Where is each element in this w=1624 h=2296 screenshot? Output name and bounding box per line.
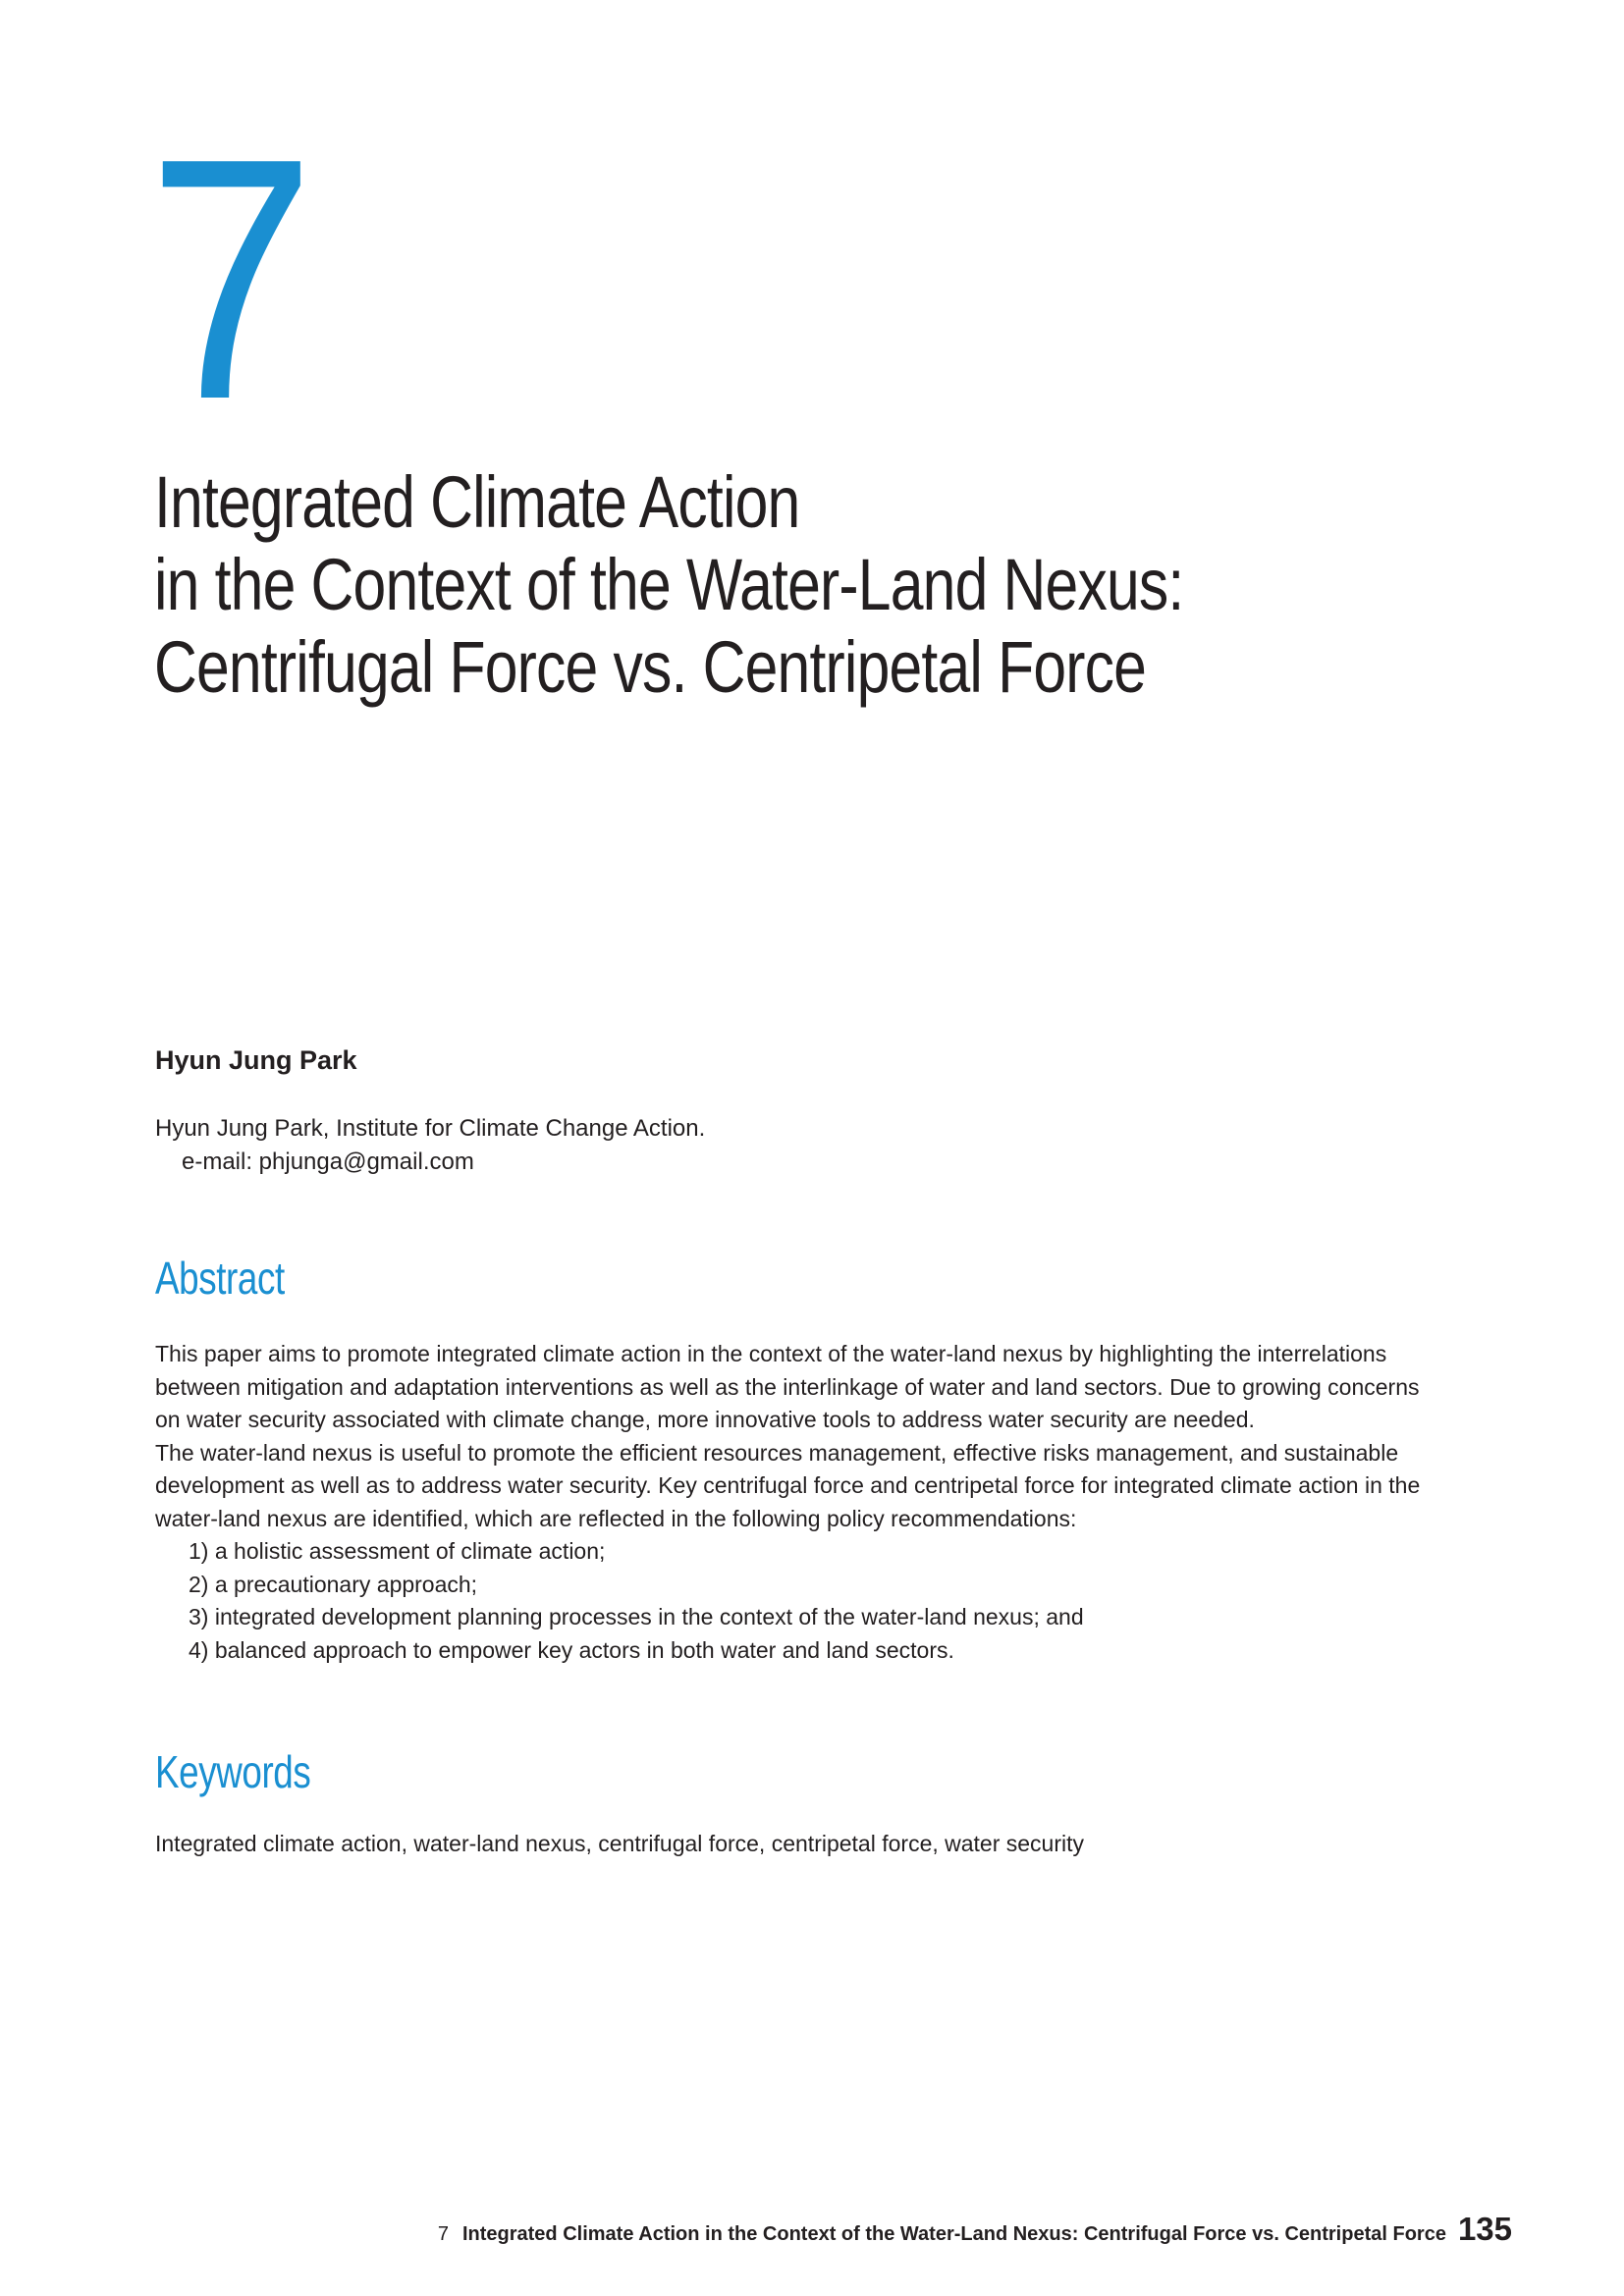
recommendation-item: 3) integrated development planning processes in the context of the water-land nexus; and xyxy=(189,1604,1084,1629)
footer-running-title: Integrated Climate Action in the Context of the Water-Land Nexus: Centrifugal Force vs. Centripetal Force xyxy=(461,2223,1446,2245)
footer-chapter-number: 7 xyxy=(437,2223,449,2245)
chapter-title-line: Centrifugal Force vs. Centripetal Force xyxy=(154,626,1147,708)
abstract-line: This paper aims to promote integrated climate action in the context of the water-land nexus by highlighting the interrelations xyxy=(155,1341,1387,1366)
chapter-title xyxy=(154,461,1201,709)
abstract-line: water-land nexus are identified, which are reflected in the following policy recommendations: xyxy=(155,1505,1077,1531)
abstract-line: on water security associated with climate change, more innovative tools to address water security are needed. xyxy=(155,1407,1255,1432)
page-number: 135 xyxy=(1457,2211,1512,2247)
chapter-title-line: Integrated Climate Action xyxy=(154,461,800,543)
abstract-line: The water-land nexus is useful to promote the efficient resources management, effective risks management, and sustainable xyxy=(155,1439,1399,1466)
keywords-heading: Keywords xyxy=(155,1746,311,1797)
recommendation-item: 2) a precautionary approach; xyxy=(189,1571,478,1597)
abstract-body xyxy=(155,1338,1510,1667)
keywords-text: Integrated climate action, water-land nexus, centrifugal force, centripetal force, water security xyxy=(155,1831,1085,1856)
author-affiliation-block xyxy=(155,1112,705,1179)
abstract-heading: Abstract xyxy=(155,1253,285,1304)
abstract-line: development as well as to address water security. Key centrifugal force and centripetal force for integrated climate action in the xyxy=(155,1472,1421,1498)
author-name: Hyun Jung Park xyxy=(155,1045,357,1075)
author-email: e-mail: phjunga@gmail.com xyxy=(182,1148,474,1175)
recommendation-item: 1) a holistic assessment of climate action; xyxy=(189,1538,606,1564)
chapter-number: 7 xyxy=(147,87,312,471)
abstract-line: between mitigation and adaptation interventions as well as the interlinkage of water and land sectors. Due to growing concerns xyxy=(155,1373,1420,1400)
page-footer xyxy=(438,2211,1512,2248)
recommendation-item: 4) balanced approach to empower key actors in both water and land sectors. xyxy=(189,1636,954,1663)
author-affiliation: Hyun Jung Park, Institute for Climate Change Action. xyxy=(155,1115,706,1142)
chapter-title-line: in the Context of the Water-Land Nexus: xyxy=(154,544,1184,625)
